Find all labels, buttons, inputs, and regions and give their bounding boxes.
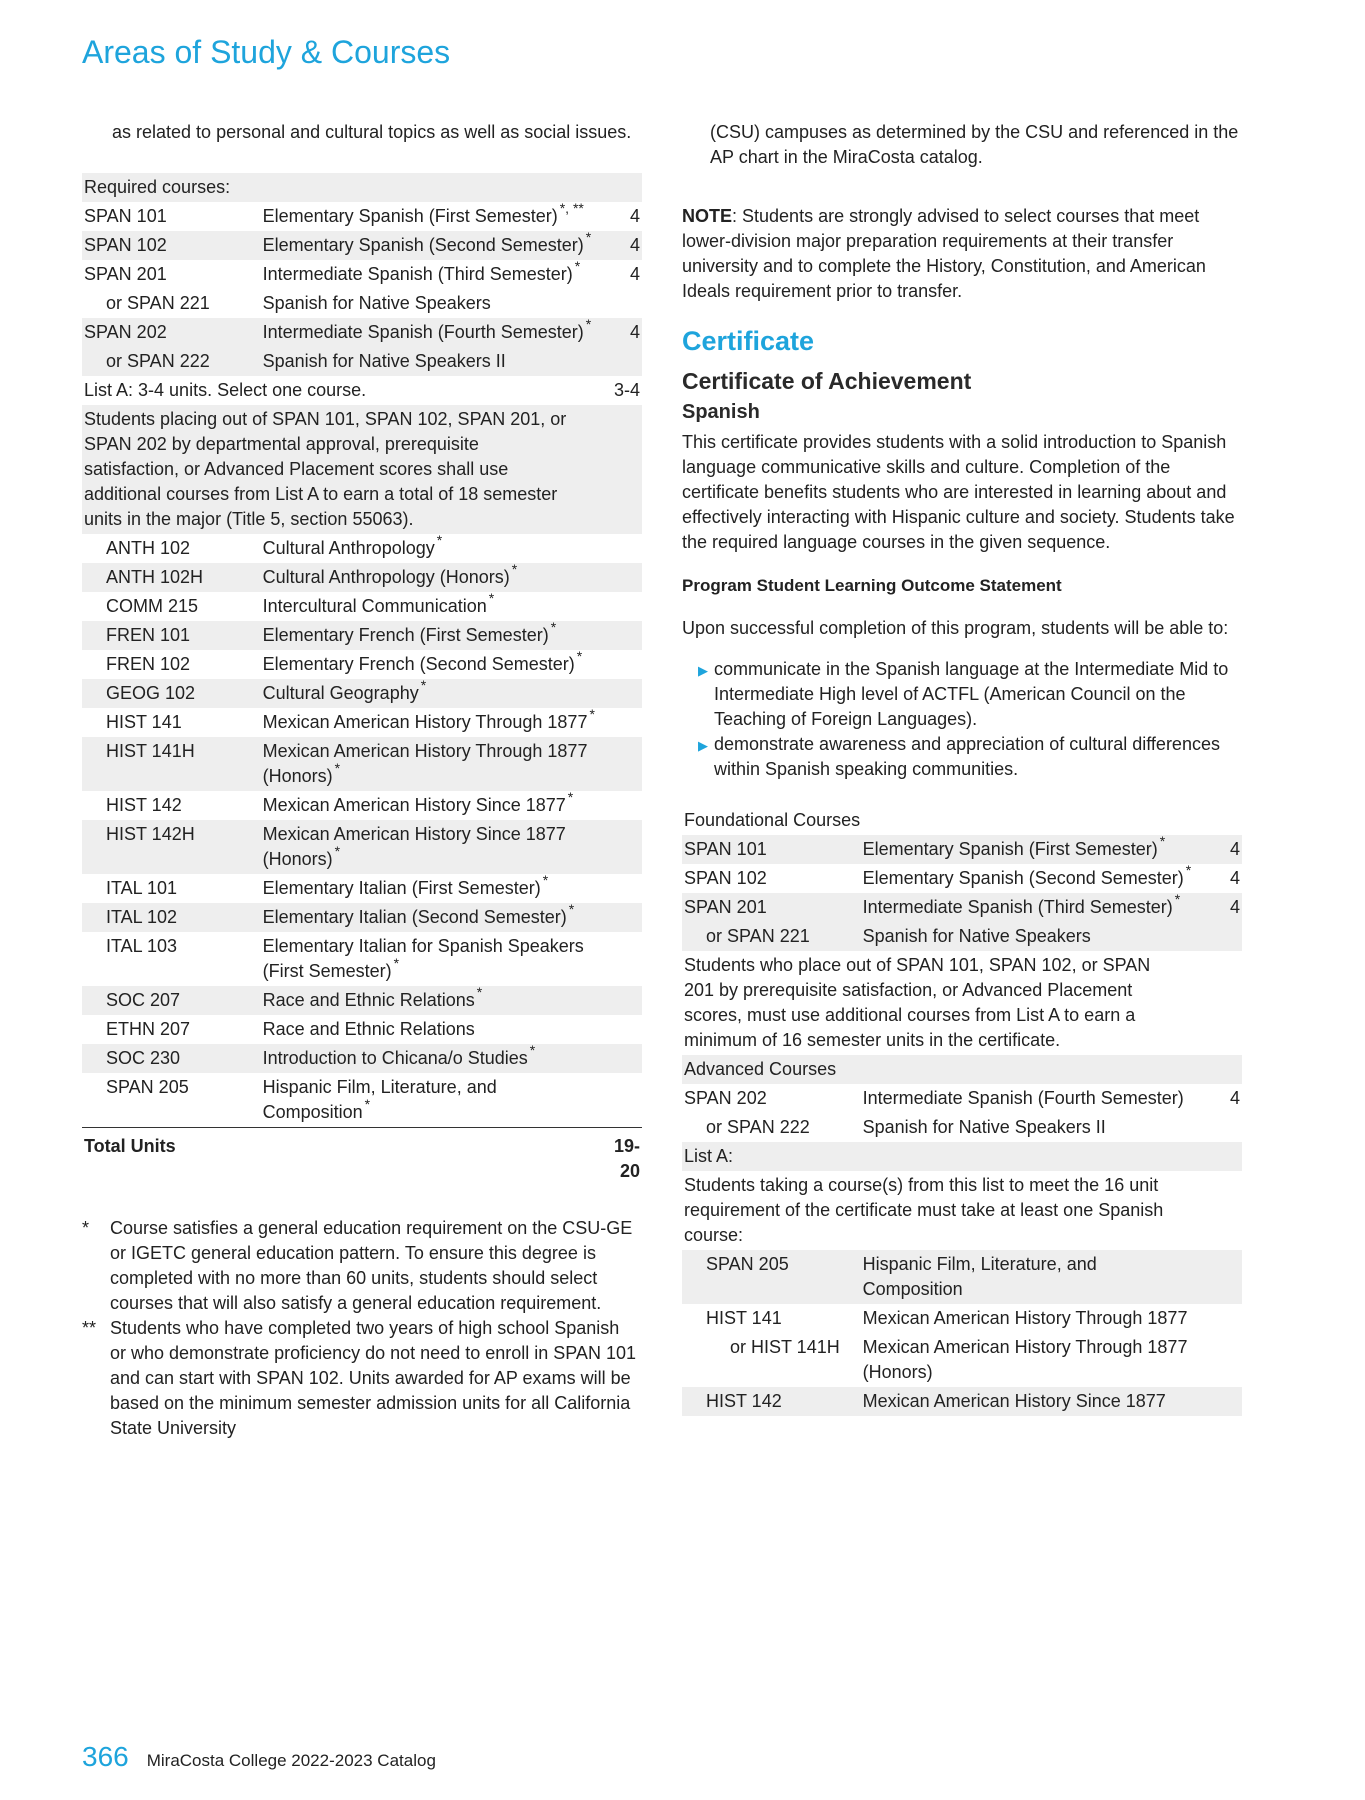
course-units [602,650,642,679]
footnote-marker: * [436,532,443,548]
course-row [82,289,642,318]
course-title: Spanish for Native Speakers II [862,1117,1106,1137]
outcome-text: demonstrate awareness and appreciation of cultural differences within Spanish speaking communities. [714,734,1220,779]
course-code: or SPAN 222 [82,347,261,376]
course-title-cell [861,1084,1202,1113]
course-units [1202,1387,1242,1416]
table-para-row [682,1171,1242,1250]
course-title-cell [861,922,1202,951]
footnote [82,1216,642,1316]
course-units [1202,1304,1242,1333]
course-units [1202,1333,1242,1387]
course-units: 4 [1229,1088,1240,1108]
course-code: SPAN 202 [684,1088,767,1108]
course-code: COMM 215 [106,596,199,616]
footnote-marker: * [542,872,549,888]
course-code: SPAN 201 [84,264,167,284]
course-title-cell [261,874,602,903]
certificate-of-achievement-heading: Certificate of Achievement [682,368,972,394]
footnote-marker: * [574,258,581,274]
page-footer [82,1741,436,1773]
course-row [82,592,642,621]
course-code: SPAN 101 [84,206,167,226]
course-row [82,1073,642,1128]
course-row [682,1250,1242,1304]
footnote-marker: *, ** [559,200,584,216]
footnote-mark: ** [82,1318,97,1338]
course-title-cell [261,289,602,318]
course-units [602,289,642,318]
course-units [1202,1250,1242,1304]
course-title-cell [261,347,602,376]
course-units [602,1044,642,1073]
spanish-heading: Spanish [682,401,760,423]
left-column [82,120,642,1441]
catalog-title: MiraCosta College 2022-2023 Catalog [146,1751,436,1770]
course-code: HIST 142 [106,795,182,815]
total-units-value: 19-20 [602,1128,642,1187]
table-head-row [82,173,642,202]
course-row [682,864,1242,893]
course-title-cell [861,1333,1202,1387]
course-title-cell [261,592,602,621]
course-code: FREN 101 [82,621,261,650]
note-text: : Students are strongly advised to select courses that meet lower-division major preparation requirements at their transfer university and to complete the History, Constitution, and American Ideals requirement prior to transfer. [682,206,1206,301]
course-code: SOC 230 [82,1044,261,1073]
course-row [82,708,642,737]
course-title: Intercultural Communication [262,596,487,616]
course-code: or SPAN 221 [106,293,210,313]
course-units: 4 [1202,835,1242,864]
course-code: ITAL 101 [106,878,178,898]
course-title: Elementary French (First Semester) [262,625,549,645]
course-row [82,650,642,679]
course-title: Mexican American History Through 1877 [862,1308,1188,1328]
footnote-marker: * [550,619,557,635]
course-units [1202,922,1242,951]
course-row [82,1015,642,1044]
outcome-item [682,732,1242,782]
course-title: Elementary Italian (First Semester) [262,878,541,898]
table-para-row [682,951,1242,1055]
footnote-marker: * [529,1042,536,1058]
course-units [602,791,642,820]
course-title: Spanish for Native Speakers [862,926,1091,946]
course-units [602,903,642,932]
course-title: Intermediate Spanish (Third Semester) [862,897,1173,917]
course-title-cell [261,932,602,986]
section-label: List A: [682,1142,1242,1171]
section-label: Foundational Courses [684,810,861,830]
footnote-marker: * [476,984,483,1000]
course-title-cell [261,1073,602,1128]
course-row [82,932,642,986]
footnotes [82,1216,642,1441]
course-title-cell [261,1044,602,1073]
section-note: Students taking a course(s) from this list to meet the 16 unit requirement of the certificate must take at least one Spanish course: [684,1175,1164,1245]
course-row [682,1113,1242,1142]
course-title-cell [261,903,602,932]
footnote-marker: * [585,229,592,245]
course-row [82,563,642,592]
course-title: Elementary Italian (Second Semester) [262,907,567,927]
course-units [602,986,642,1015]
course-row [682,1387,1242,1416]
course-title: Spanish for Native Speakers II [262,351,506,371]
course-title-cell [261,1015,602,1044]
course-units [602,621,642,650]
course-title-cell [261,621,602,650]
course-units [602,820,642,874]
course-units: 4 [1202,893,1242,922]
total-units-label: Total Units [82,1128,602,1187]
table-listhead-row [82,376,642,405]
footnote-marker: * [1185,862,1192,878]
right-column [682,120,1242,1416]
footnote-marker: * [364,1096,371,1112]
list-a-label: List A: 3-4 units. Select one course. [84,380,367,400]
course-row [682,922,1242,951]
course-title-cell [261,202,602,231]
footnote [82,1316,642,1441]
course-title-cell [261,318,602,347]
course-title: Cultural Geography [262,683,419,703]
course-title-cell [861,835,1202,864]
course-row [82,874,642,903]
outcome-item [682,657,1242,732]
course-code: HIST 141 [106,712,182,732]
course-row [82,820,642,874]
major-course-table [82,173,642,1186]
course-title-cell [861,893,1202,922]
table-total-row [82,1128,642,1187]
course-title: Elementary French (Second Semester) [262,654,575,674]
course-units [602,874,642,903]
course-code: SPAN 101 [682,835,861,864]
course-code: SPAN 205 [106,1077,189,1097]
course-title: Hispanic Film, Literature, and Composition [262,1077,497,1122]
course-row [82,621,642,650]
course-title-cell [861,864,1202,893]
course-row [82,534,642,563]
footnote-marker: * [1159,833,1166,849]
course-title-cell [261,231,602,260]
course-code: ITAL 103 [106,936,178,956]
footnote-marker: * [567,789,574,805]
course-row [682,835,1242,864]
course-units [602,708,642,737]
course-row [82,679,642,708]
course-units [602,347,642,376]
footnote-marker: * [589,706,595,722]
course-units: 4 [629,264,640,284]
course-units: 4 [629,206,640,226]
table-head-row [682,1055,1242,1084]
course-units [602,737,642,791]
course-units [602,534,642,563]
course-code: SPAN 102 [684,868,767,888]
course-title: Mexican American History Through 1877 [262,712,588,732]
course-code: or SPAN 222 [706,1117,810,1137]
course-title-cell [861,1250,1202,1304]
footnote-marker: * [334,760,341,776]
course-code: SPAN 205 [682,1250,861,1304]
course-code: SOC 207 [82,986,261,1015]
course-title: Mexican American History Since 1877 (Honors) [262,824,566,869]
triangle-bullet-icon: ▶ [698,663,708,678]
course-row [82,903,642,932]
note-label: NOTE [682,206,733,226]
course-title-cell [261,563,602,592]
section-label: Required courses: [82,173,642,202]
course-units [1202,1113,1242,1142]
course-title: Cultural Anthropology (Honors) [262,567,510,587]
course-title: Race and Ethnic Relations [262,990,475,1010]
footnote-marker: * [488,590,495,606]
note-paragraph [682,204,1242,304]
footnote-marker: * [568,901,575,917]
course-row [82,318,642,347]
pslo-heading: Program Student Learning Outcome Statement [682,576,1062,595]
course-title: Cultural Anthropology [262,538,435,558]
left-intro-text: as related to personal and cultural topics as well as social issues. [112,122,632,142]
course-row [682,893,1242,922]
course-units [602,1073,642,1128]
course-row [82,1044,642,1073]
footnote-marker: * [576,648,583,664]
page-section-title: Areas of Study & Courses [82,34,451,70]
course-title-cell [861,1304,1202,1333]
course-code: HIST 141 [706,1308,782,1328]
footnote-text: Students who have completed two years of high school Spanish or who demonstrate proficiency do not need to enroll in SPAN 101 and can start with SPAN 102. Units awarded for AP exams will be based on the minimum semester admission units for all California State University [110,1318,636,1438]
course-code: SPAN 102 [82,231,261,260]
section-note: Students who place out of SPAN 101, SPAN 102, or SPAN 201 by prerequisite satisfaction, or Advanced Placement scores, must use additional courses from List A to earn a minimum of 16 semester units in the certificate. [684,955,1151,1050]
course-code: HIST 142 [682,1387,861,1416]
footnote-mark: * [82,1218,90,1238]
course-title: Hispanic Film, Literature, and Composition [862,1254,1097,1299]
course-row [682,1304,1242,1333]
course-title-cell [261,791,602,820]
course-title-cell [261,737,602,791]
outcome-list [682,657,1242,782]
pslo-intro: Upon successful completion of this program, students will be able to: [682,618,1229,638]
course-title: Mexican American History Through 1877 (Honors) [862,1337,1188,1382]
course-row [82,791,642,820]
course-code: or HIST 141H [730,1337,840,1357]
course-units [602,1015,642,1044]
section-note: Students placing out of SPAN 101, SPAN 102, SPAN 201, or SPAN 202 by departmental approval, prerequisite satisfaction, or Advanced Placement scores shall use additional courses from List A to earn a total of 18 semester units in the major (Title 5, section 55063). [82,405,642,534]
course-title: Mexican American History Since 1877 [262,795,566,815]
course-code: or SPAN 221 [682,922,861,951]
course-title: Elementary Spanish (Second Semester) [862,868,1184,888]
page-number: 366 [82,1741,129,1772]
footnote-marker: * [393,955,400,971]
course-title: Mexican American History Since 1877 [862,1391,1166,1411]
course-code: HIST 142H [82,820,261,874]
course-title-cell [261,260,602,289]
course-title-cell [861,1113,1202,1142]
course-title: Intermediate Spanish (Fourth Semester) [262,322,584,342]
course-code: ANTH 102 [106,538,191,558]
course-title-cell [261,650,602,679]
list-a-units: 3-4 [613,380,640,400]
certificate-heading: Certificate [682,326,815,356]
course-title: Race and Ethnic Relations [262,1019,475,1039]
course-code: FREN 102 [106,654,191,674]
footnote-text: Course satisfies a general education requirement on the CSU-GE or IGETC general education pattern. To ensure this degree is completed with no more than 60 units, students should select courses that will also satisfy a general education requirement. [110,1218,633,1313]
course-units [602,679,642,708]
course-code: GEOG 102 [82,679,261,708]
course-units: 4 [602,231,642,260]
course-row [82,231,642,260]
table-head-row [682,806,1242,835]
course-code: SPAN 202 [82,318,261,347]
course-title-cell [261,986,602,1015]
course-row [82,986,642,1015]
course-code: ETHN 207 [106,1019,191,1039]
certificate-course-table [682,806,1242,1416]
course-title: Spanish for Native Speakers [262,293,491,313]
course-row [682,1084,1242,1113]
course-title: Elementary Italian for Spanish Speakers (First Semester) [262,936,584,981]
course-title: Elementary Spanish (First Semester) [262,206,558,226]
course-row [82,202,642,231]
right-intro-text: (CSU) campuses as determined by the CSU and referenced in the AP chart in the MiraCosta catalog. [710,122,1239,167]
footnote-marker: * [334,843,341,859]
certificate-description: This certificate provides students with a solid introduction to Spanish language communicative skills and culture. Completion of the certificate benefits students who are interested in learning about and effectively interacting with Hispanic culture and society. Students take the required language courses in the given sequence. [682,432,1235,552]
course-title: Introduction to Chicana/o Studies [262,1048,528,1068]
course-title: Elementary Spanish (First Semester) [862,839,1158,859]
course-row [82,347,642,376]
footnote-marker: * [420,677,427,693]
course-code: ANTH 102H [82,563,261,592]
course-row [82,737,642,791]
course-title: Elementary Spanish (Second Semester) [262,235,584,255]
footnote-marker: * [585,316,592,332]
course-code: SPAN 201 [682,893,861,922]
course-row [82,260,642,289]
course-title-cell [261,534,602,563]
course-code: ITAL 102 [82,903,261,932]
course-units [602,563,642,592]
course-title-cell [861,1387,1202,1416]
course-units [602,592,642,621]
table-para-row [82,405,642,534]
course-title-cell [261,708,602,737]
table-head-row [682,1142,1242,1171]
course-code: HIST 141H [82,737,261,791]
course-units: 4 [602,318,642,347]
course-title: Intermediate Spanish (Third Semester) [262,264,573,284]
footnote-marker: * [1174,891,1181,907]
course-row [682,1333,1242,1387]
course-title-cell [261,679,602,708]
course-units: 4 [1229,868,1240,888]
course-units [602,932,642,986]
triangle-bullet-icon: ▶ [698,738,708,753]
outcome-text: communicate in the Spanish language at the Intermediate Mid to Intermediate High level of ACTFL (American Council on the Teaching of Foreign Languages). [714,659,1229,729]
footnote-marker: * [511,561,518,577]
course-title-cell [261,820,602,874]
section-label: Advanced Courses [682,1055,1242,1084]
course-title: Intermediate Spanish (Fourth Semester) [862,1088,1184,1108]
course-title: Mexican American History Through 1877 (Honors) [262,741,588,786]
